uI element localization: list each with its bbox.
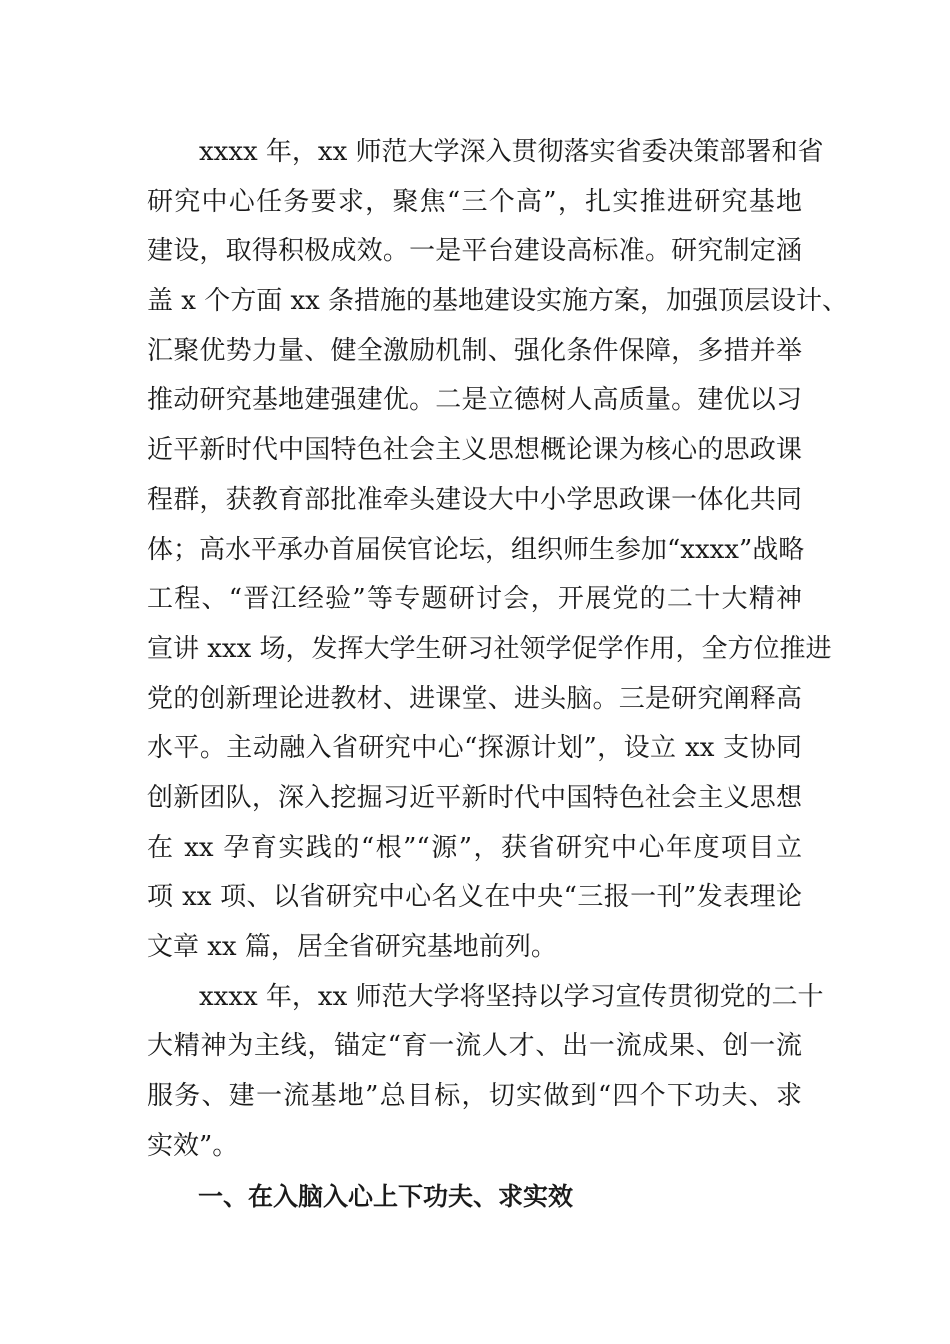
- paragraph-line: 体；高水平承办首届侯官论坛，组织师生参加“xxxx”战略: [147, 534, 805, 565]
- paragraph-line: 程群，获教育部批准牵头建设大中小学思政课一体化共同: [147, 484, 802, 515]
- paragraph-line: 党的创新理论进教材、进课堂、进头脑。三是研究阐释高: [147, 683, 802, 714]
- paragraph-line: 文章 xx 篇，居全省研究基地前列。: [147, 932, 557, 962]
- paragraph-line: 工程、“晋江经验”等专题研讨会，开展党的二十大精神: [147, 584, 802, 615]
- paragraph-line: 宣讲 xxx 场，发挥大学生研习社领学促学作用，全方位推进: [147, 633, 832, 664]
- paragraph-line: 实效”。: [147, 1130, 239, 1161]
- paragraph-line: 研究中心任务要求，聚焦“三个高”，扎实推进研究基地: [147, 186, 802, 217]
- paragraph-line: 汇聚优势力量、健全激励机制、强化条件保障，多措并举: [147, 335, 802, 366]
- section-heading: 一、在入脑入心上下功夫、求实效: [198, 1182, 574, 1211]
- paragraph-line: 服务、建一流基地”总目标，切实做到“四个下功夫、求: [147, 1081, 802, 1112]
- paragraph-line: 大精神为主线，锚定“育一流人才、出一流成果、创一流: [147, 1031, 802, 1062]
- paragraph-line: 创新团队，深入挖掘习近平新时代中国特色社会主义思想: [147, 782, 802, 813]
- paragraph-line: xxxx 年，xx 师范大学将坚持以学习宣传贯彻党的二十: [199, 981, 824, 1012]
- paragraph-line: 建设，取得积极成效。一是平台建设高标准。研究制定涵: [147, 236, 802, 267]
- paragraph-line: xxxx 年，xx 师范大学深入贯彻落实省委决策部署和省: [199, 137, 824, 167]
- paragraph-line: 推动研究基地建强建优。二是立德树人高质量。建优以习: [147, 385, 802, 416]
- paragraph-1: [147, 128, 849, 973]
- document-body: [147, 128, 849, 1171]
- paragraph-line: 项 xx 项、以省研究中心名义在中央“三报一刊”发表理论: [147, 882, 802, 913]
- paragraph-line: 近平新时代中国特色社会主义思想概论课为核心的思政课: [147, 435, 802, 466]
- paragraph-line: 水平。主动融入省研究中心“探源计划”，设立 xx 支协同: [147, 733, 802, 764]
- paragraph-line: 在 xx 孕育实践的“根”“源”，获省研究中心年度项目立: [147, 832, 802, 863]
- paragraph-2: [147, 973, 827, 1172]
- paragraph-line: 盖 x 个方面 xx 条措施的基地建设实施方案，加强顶层设计、: [147, 286, 849, 317]
